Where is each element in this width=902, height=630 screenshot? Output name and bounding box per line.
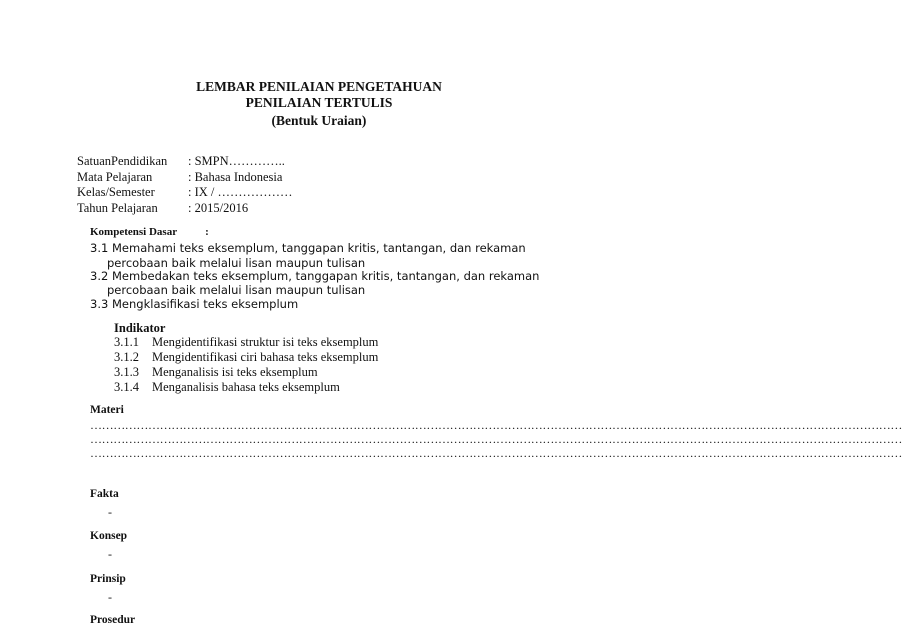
info-label: SatuanPendidikan bbox=[77, 154, 168, 168]
info-value: : SMPN………….. bbox=[188, 154, 285, 168]
prinsip-value: - bbox=[108, 590, 112, 604]
indikator-heading: Indikator bbox=[114, 321, 166, 335]
indikator-number: 3.1.3 bbox=[114, 365, 139, 379]
info-label: Kelas/Semester bbox=[77, 185, 155, 199]
indikator-text: Menganalisis isi teks eksemplum bbox=[152, 365, 318, 379]
kompetensi-text-continued: percobaan baik melalui lisan maupun tulisan bbox=[107, 283, 366, 297]
indikator-number: 3.1.4 bbox=[114, 380, 139, 394]
fakta-value: - bbox=[108, 505, 112, 519]
document-title-line3: (Bentuk Uraian) bbox=[271, 113, 367, 128]
konsep-value: - bbox=[108, 547, 112, 561]
info-label: Tahun Pelajaran bbox=[77, 201, 158, 215]
kompetensi-text: Mengklasifikasi teks eksemplum bbox=[112, 297, 299, 311]
kompetensi-number: 3.1 bbox=[90, 241, 109, 255]
info-value: : Bahasa Indonesia bbox=[188, 170, 283, 184]
indikator-text: Mengidentifikasi ciri bahasa teks eksemplum bbox=[152, 350, 379, 364]
konsep-heading: Konsep bbox=[90, 530, 128, 542]
kompetensi-heading-label: Kompetensi Dasar bbox=[90, 226, 178, 238]
info-value: : 2015/2016 bbox=[188, 201, 249, 215]
kompetensi-text-continued: percobaan baik melalui lisan maupun tulisan bbox=[107, 256, 366, 270]
indikator-number: 3.1.1 bbox=[114, 335, 139, 349]
indikator-text: Mengidentifikasi struktur isi teks eksemplum bbox=[152, 335, 379, 349]
materi-dotted-line: ………………………………………………………………………………………………………………………………………………………………………………………… bbox=[90, 446, 902, 460]
materi-heading: Materi bbox=[90, 404, 124, 416]
indikator-number: 3.1.2 bbox=[114, 350, 139, 364]
kompetensi-heading bbox=[90, 226, 209, 238]
indikator-text: Menganalisis bahasa teks eksemplum bbox=[152, 380, 340, 394]
info-value: : IX / ……………… bbox=[188, 185, 293, 199]
materi-dotted-line: ………………………………………………………………………………………………………………………………………………………………………………………… bbox=[90, 418, 902, 432]
kompetensi-text: Membedakan teks eksemplum, tanggapan kritis, tantangan, dan rekaman bbox=[112, 269, 540, 283]
prosedur-heading: Prosedur bbox=[90, 614, 136, 626]
document-title-line1: LEMBAR PENILAIAN PENGETAHUAN bbox=[196, 79, 442, 94]
kompetensi-heading-colon: : bbox=[205, 226, 209, 238]
fakta-heading: Fakta bbox=[90, 488, 119, 500]
kompetensi-number: 3.3 bbox=[90, 297, 109, 311]
prinsip-heading: Prinsip bbox=[90, 573, 126, 585]
document-title-line2: PENILAIAN TERTULIS bbox=[245, 95, 393, 110]
kompetensi-text: Memahami teks eksemplum, tanggapan kritis, tantangan, dan rekaman bbox=[112, 241, 526, 255]
info-label: Mata Pelajaran bbox=[77, 170, 153, 184]
materi-dotted-line: ………………………………………………………………………………………………………………………………………………………………………………………… bbox=[90, 432, 902, 446]
kompetensi-number: 3.2 bbox=[90, 269, 109, 283]
